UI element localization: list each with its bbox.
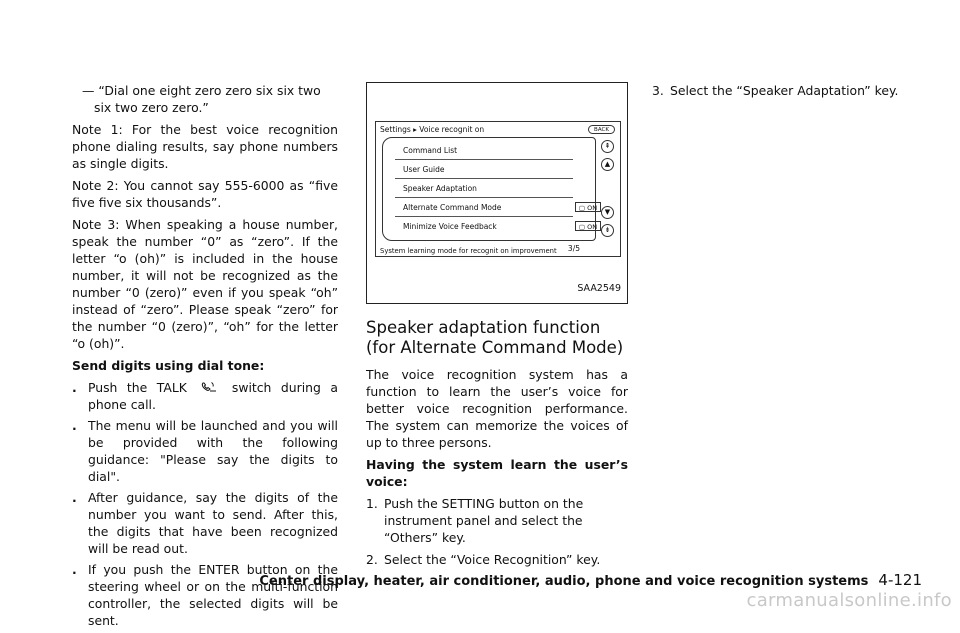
- page-number: 4-121: [878, 571, 922, 589]
- menu-list: [382, 137, 596, 241]
- scroll-top-icon[interactable]: ⇞: [601, 140, 614, 153]
- dial-example: — “Dial one eight zero zero six six two six two zero zero.”: [82, 83, 321, 115]
- step-item: [366, 551, 628, 568]
- screen-title: Settings ▸ Voice recognit on: [380, 125, 485, 134]
- bullet-text: After guidance, say the digits of the number you want to send. After this, the digits that have been recognized will be read out.: [88, 490, 338, 556]
- send-digits-heading: Send digits using dial tone:: [72, 358, 265, 373]
- status-line: System learning mode for recognit on improvement: [380, 247, 557, 255]
- talk-switch-icon: [200, 381, 218, 393]
- middle-column: [366, 82, 628, 573]
- menu-item-alternate-command-mode[interactable]: [395, 198, 598, 217]
- screen-illustration: [366, 82, 628, 304]
- step-number: 3.: [652, 83, 664, 98]
- menu-item-minimize-voice-feedback[interactable]: [395, 217, 598, 236]
- learn-voice-heading: Having the system learn the user’s voice:: [366, 457, 628, 489]
- menu-item-label: Speaker Adaptation: [403, 184, 477, 193]
- toggle-indicator[interactable]: ▢ ON: [575, 202, 601, 212]
- bullet-text: If you push the ENTER button on the steering wheel or on the multi-function controller, the selected digits will be sent.: [88, 562, 338, 628]
- left-column: [72, 82, 338, 633]
- step-text: Select the “Voice Recognition” key.: [384, 552, 601, 567]
- back-button[interactable]: BACK: [588, 125, 615, 134]
- bullet-item: [72, 417, 338, 485]
- right-column: [652, 82, 914, 104]
- menu-item-user-guide[interactable]: [395, 160, 573, 179]
- bullet-text: switch during a phone call.: [88, 380, 338, 412]
- page-indicator: 3/5: [567, 244, 580, 253]
- note-2: Note 2: You cannot say 555-6000 as “five five five six thousands”.: [72, 178, 338, 210]
- menu-item-label: Command List: [403, 146, 458, 155]
- step-number: 1.: [366, 496, 378, 511]
- bullet-marker: .: [72, 490, 77, 505]
- watermark: carmanualsonline.info: [746, 590, 952, 611]
- menu-item-command-list[interactable]: [395, 141, 573, 160]
- figure-code: SAA2549: [577, 283, 621, 294]
- note-1: Note 1: For the best voice recognition phone dialing results, say phone numbers as single digits.: [72, 122, 338, 171]
- step-text: Select the “Speaker Adaptation” key.: [670, 83, 899, 98]
- note-3: Note 3: When speaking a house number, speak the number “0” as “zero”. If the letter “o (oh)” is included in the house number, it will not be recognized as the number “0 (zero)” even if you speak “oh” instead of “zero”. Please speak “zero” for the number “0 (zero)”, “oh” for the letter “o (oh)”.: [72, 217, 338, 351]
- bullet-marker: .: [72, 418, 77, 433]
- scroll-up-icon[interactable]: ▲: [601, 158, 614, 171]
- bullet-text: The menu will be launched and you will be provided with the following guidance: "Please say the digits to dial".: [88, 418, 338, 484]
- intro-paragraph: The voice recognition system has a function to learn the user’s voice for better voice recognition performance. The system can memorize the voices of up to three persons.: [366, 367, 628, 450]
- page-footer: [0, 571, 922, 589]
- bullet-item: [72, 489, 338, 557]
- display-screen: [375, 121, 621, 257]
- menu-item-speaker-adaptation[interactable]: [395, 179, 573, 198]
- step-item: [366, 495, 628, 546]
- step-item: [652, 82, 914, 99]
- menu-item-label: Alternate Command Mode: [403, 203, 502, 212]
- menu-item-label: User Guide: [403, 165, 445, 174]
- toggle-indicator[interactable]: ▢ ON: [575, 221, 601, 231]
- step-text: Push the SETTING button on the instrument panel and select the “Others” key.: [384, 496, 584, 545]
- bullet-marker: .: [72, 562, 77, 577]
- menu-item-label: Minimize Voice Feedback: [403, 222, 497, 231]
- bullet-text: Push the TALK: [88, 380, 187, 395]
- scroll-bottom-icon[interactable]: ⇟: [601, 224, 614, 237]
- bullet-marker: .: [72, 380, 77, 395]
- speaker-adaptation-heading: Speaker adaptation function (for Alternate Command Mode): [366, 318, 624, 357]
- bullet-item: [72, 379, 338, 413]
- scroll-down-icon[interactable]: ▼: [601, 206, 614, 219]
- footer-section-title: Center display, heater, air conditioner, audio, phone and voice recognition systems: [259, 574, 869, 589]
- step-number: 2.: [366, 552, 378, 567]
